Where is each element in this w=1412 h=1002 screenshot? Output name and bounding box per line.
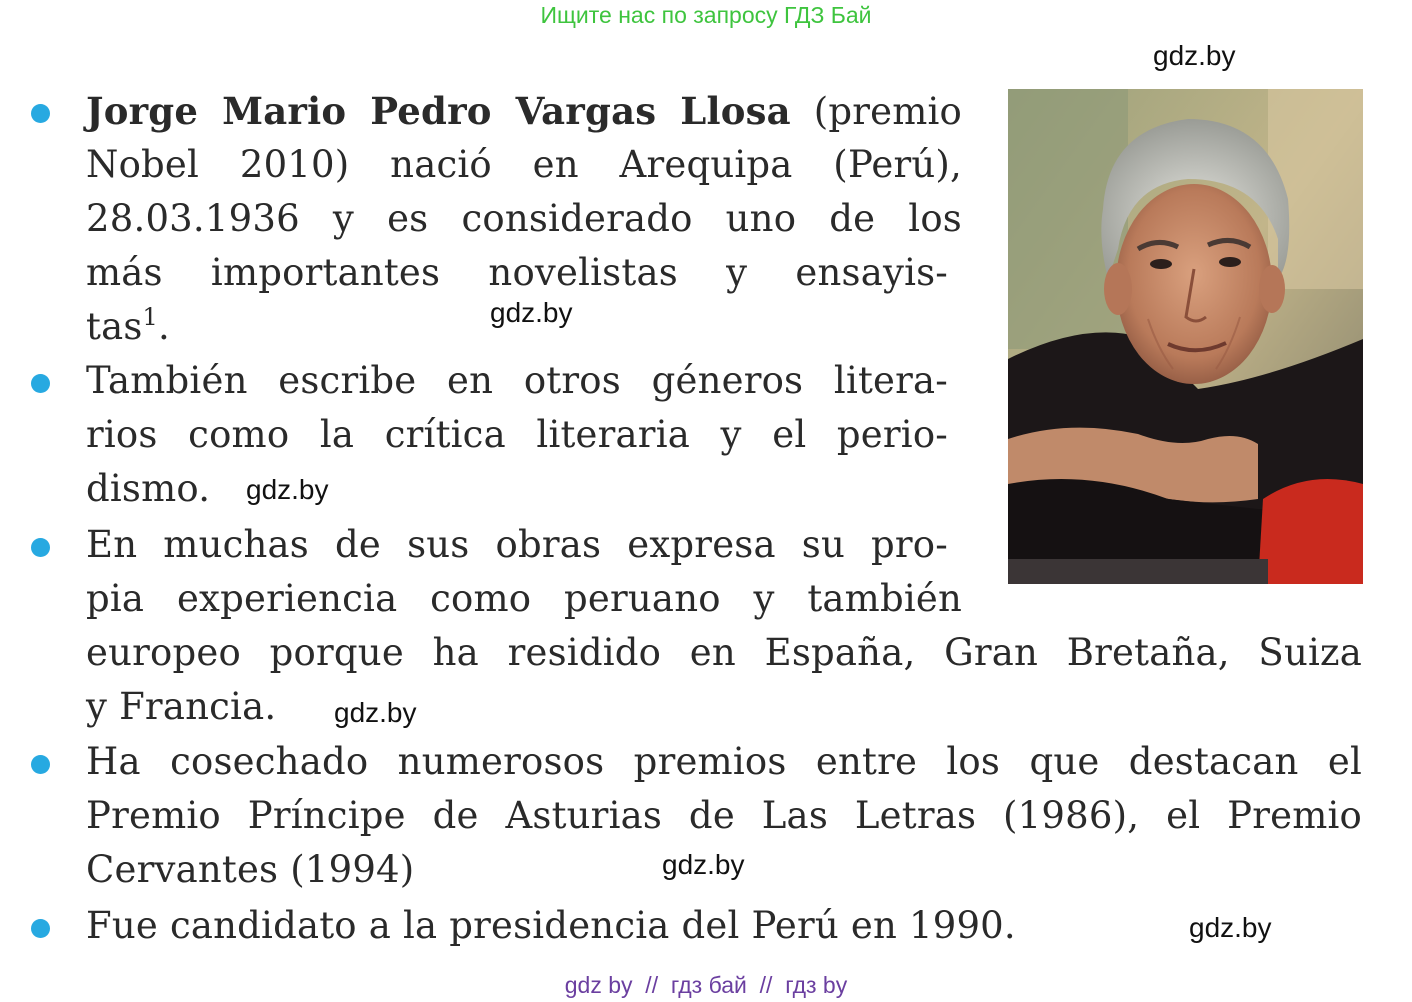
portrait-photo-icon xyxy=(1008,89,1363,584)
bio-line: Nobel 2010) nació en Arequipa (Perú), xyxy=(86,143,962,186)
bio-line: Cervantes (1994) xyxy=(86,848,415,891)
bio-line: más importantes novelistas y ensayis- xyxy=(86,251,948,294)
watermark: gdz.by xyxy=(490,297,573,328)
author-photo xyxy=(1008,89,1363,584)
bio-line: Jorge Mario Pedro Vargas Llosa (premio xyxy=(86,89,962,133)
watermark: gdz.by xyxy=(334,697,417,728)
footer-links: gdz by // гдз бай // гдз by xyxy=(564,972,848,998)
footnote-mark: 1 xyxy=(142,303,158,331)
bio-line: Fue candidato a la presidencia del Perú en 1990. xyxy=(86,904,1016,947)
bullet-icon xyxy=(31,374,50,393)
search-banner: Ищите нас по запросу ГДЗ Бай xyxy=(540,2,872,28)
bio-line: tas$^1$. xyxy=(86,303,170,348)
bio-line: En muchas de sus obras expresa su pro- xyxy=(86,523,948,566)
bio-line: europeo porque ha residido en España, Gran Bretaña, Suiza xyxy=(86,631,1362,674)
bio-line: Premio Príncipe de Asturias de Las Letras (1986), el Premio xyxy=(86,794,1362,837)
bio-line: y Francia. xyxy=(86,685,277,728)
watermark: gdz.by xyxy=(246,474,329,505)
watermark: gdz.by xyxy=(662,849,745,880)
bullet-icon xyxy=(31,919,50,938)
bullet-icon xyxy=(31,104,50,123)
watermark: gdz.by xyxy=(1189,912,1272,943)
bio-line: También escribe en otros géneros litera- xyxy=(86,359,948,402)
bio-line: rios como la crítica literaria y el perio- xyxy=(86,413,948,456)
bio-line: Ha cosechado numerosos premios entre los que destacan el xyxy=(86,740,1362,783)
watermark: gdz.by xyxy=(1153,40,1236,71)
bullet-icon xyxy=(31,755,50,774)
bio-line: 28.03.1936 y es considerado uno de los xyxy=(86,197,962,240)
bio-line: pia experiencia como peruano y también xyxy=(86,577,962,620)
bio-line: dismo. xyxy=(86,467,211,510)
bullet-icon xyxy=(31,538,50,557)
author-name: Jorge Mario Pedro Vargas Llosa xyxy=(86,89,791,133)
